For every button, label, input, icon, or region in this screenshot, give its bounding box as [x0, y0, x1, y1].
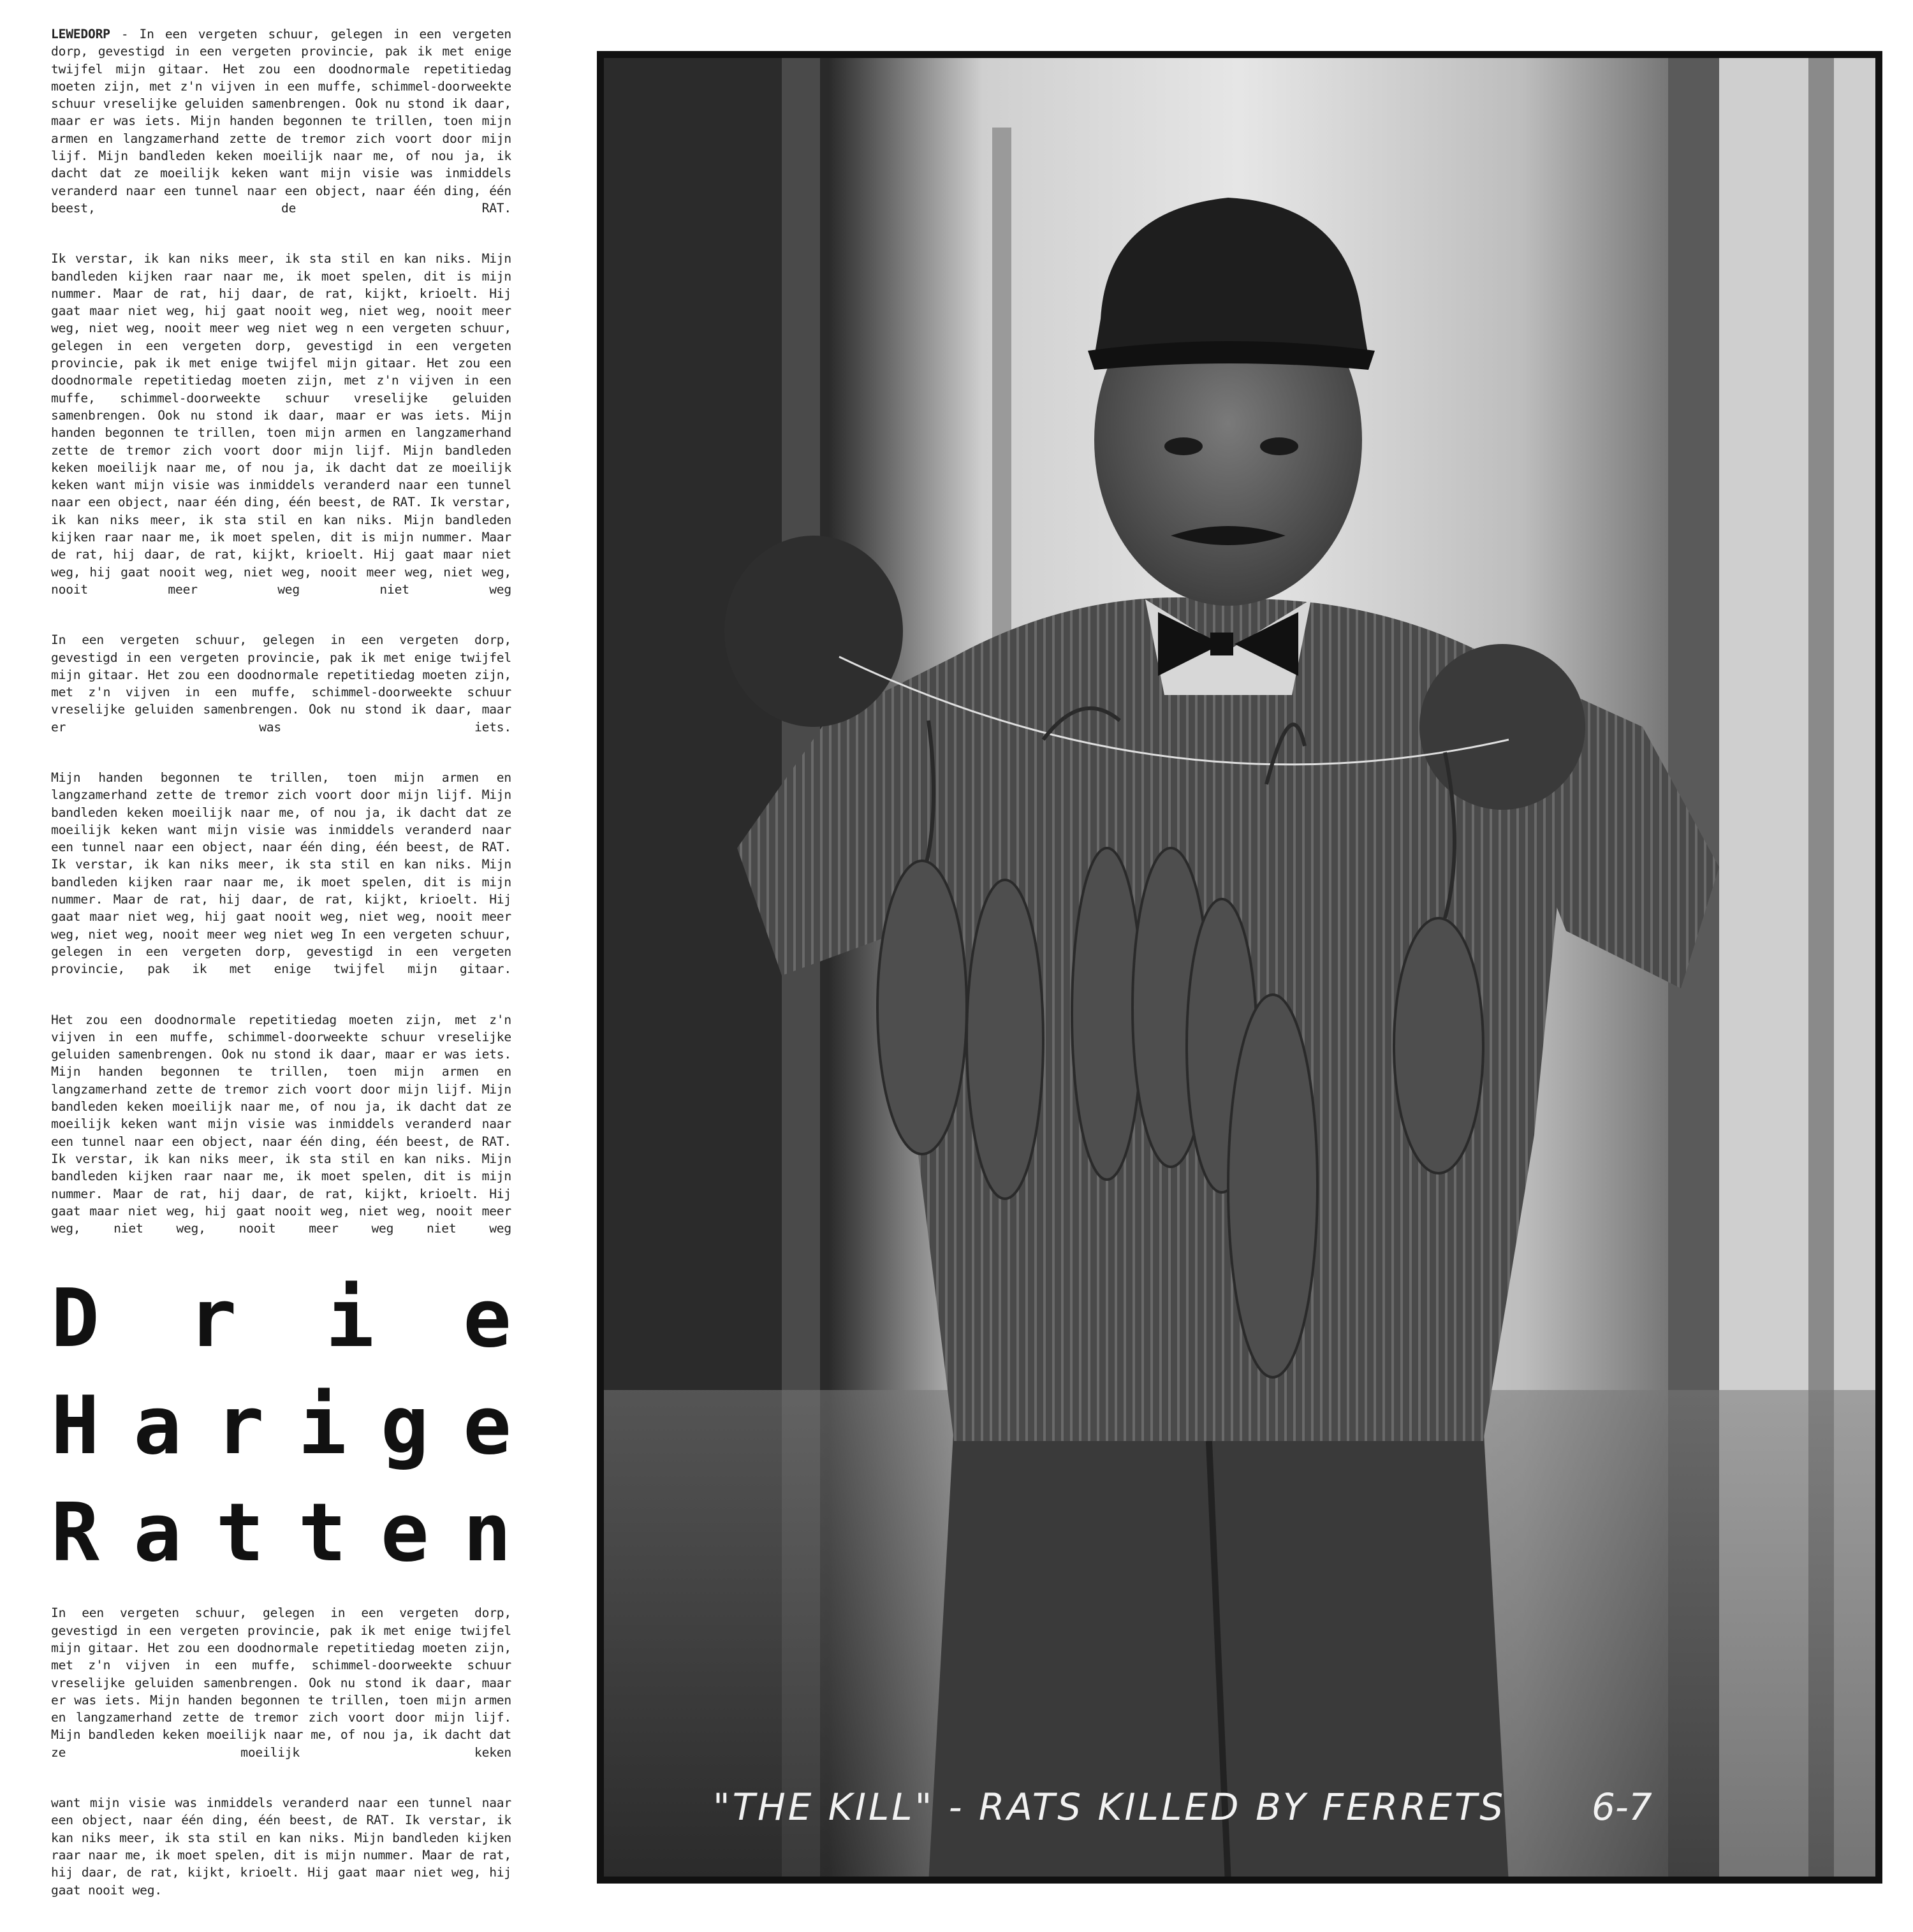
- headline: [51, 1265, 511, 1586]
- paragraph-4: Mijn handen begonnen te trillen, toen mijn armen en langzamerhand zette de tremor zich voort door mijn lijf. Mijn bandleden keken moeilijk naar me, of nou ja, ik dacht dat ze moeilijk keken want mijn visie was inmiddels veranderd naar een tunnel naar een object, naar één ding, één beest, de RAT. Ik verstar, ik kan niks meer, ik sta stil en kan niks. Mijn bandleden kijken raar naar me, ik moet spelen, dit is mijn nummer. Maar de rat, hij daar, de rat, kijkt, krioelt. Hij gaat maar niet weg, hij gaat nooit weg, niet weg, nooit meer weg, niet weg, nooit meer weg niet weg In een vergeten schuur, gelegen in een vergeten dorp, gevestigd in een vergeten provincie, pak ik met enige twijfel mijn gitaar.: [51, 770, 511, 977]
- headline-letter: g: [380, 1379, 429, 1473]
- headline-line-3: [51, 1479, 511, 1586]
- headline-letter: t: [216, 1486, 265, 1580]
- headline-letter: R: [51, 1486, 99, 1580]
- paragraph-2: Ik verstar, ik kan niks meer, ik sta stil en kan niks. Mijn bandleden kijken raar naar me, ik moet spelen, dit is mijn nummer. Maar de rat, hij daar, de rat, kijkt, krioelt. Hij gaat maar niet weg, hij gaat nooit weg, niet weg, nooit meer weg, niet weg, nooit meer weg niet weg n een vergeten schuur, gelegen in een vergeten dorp, gevestigd in een vergeten provincie, pak ik met enige twijfel mijn gitaar. Het zou een doodnormale repetitiedag moeten zijn, met z'n vijven in een muffe, schimmel-doorweekte schuur vreselijke geluiden samenbrengen. Ook nu stond ik daar, maar er was iets. Mijn handen begonnen te trillen, toen mijn armen en langzamerhand zette de tremor zich voort door mijn lijf. Mijn bandleden keken moeilijk naar me, of nou ja, ik dacht dat ze moeilijk keken want mijn visie was inmiddels veranderd naar een tunnel naar een object, naar één ding, één beest, de RAT. Ik verstar, ik kan niks meer, ik sta stil en kan niks. Mijn bandleden kijken raar naar me, ik moet spelen, dit is mijn nummer. Maar de rat, hij daar, de rat, kijkt, krioelt. Hij gaat maar niet weg, hij gaat nooit weg, niet weg, nooit meer weg, niet weg, nooit meer weg niet weg: [51, 251, 511, 597]
- headline-line-1: [51, 1265, 511, 1372]
- paragraph-6: In een vergeten schuur, gelegen in een vergeten dorp, gevestigd in een vergeten provincie, pak ik met enige twijfel mijn gitaar. Het zou een doodnormale repetitiedag moeten zijn, met z'n vijven in een muffe, schimmel-doorweekte schuur vreselijke geluiden samenbrengen. Ook nu stond ik daar, maar er was iets. Mijn handen begonnen te trillen, toen mijn armen en langzamerhand zette de tremor zich voort door mijn lijf. Mijn bandleden keken moeilijk naar me, of nou ja, ik dacht dat ze moeilijk keken: [51, 1606, 511, 1760]
- headline-letter: r: [188, 1271, 237, 1366]
- paragraph-1: [51, 26, 511, 217]
- headline-letter: e: [463, 1379, 511, 1473]
- headline-letter: r: [216, 1379, 265, 1473]
- photograph: [597, 51, 1882, 1884]
- paragraph-5: Het zou een doodnormale repetitiedag moeten zijn, met z'n vijven in een muffe, schimmel-doorweekte schuur vreselijke geluiden samenbrengen. Ook nu stond ik daar, maar er was iets. Mijn handen begonnen te trillen, toen mijn armen en langzamerhand zette de tremor zich voort door mijn lijf. Mijn bandleden keken moeilijk naar me, of nou ja, ik dacht dat ze moeilijk keken want mijn visie was inmiddels veranderd naar een tunnel naar een object, naar één ding, één beest, de RAT. Ik verstar, ik kan niks meer, ik sta stil en kan niks. Mijn bandleden kijken raar naar me, ik moet spelen, dit is mijn nummer. Maar de rat, hij daar, de rat, kijkt, krioelt. Hij gaat maar niet weg, hij gaat nooit weg, niet weg, nooit meer weg, niet weg, nooit meer weg niet weg: [51, 1012, 511, 1236]
- photo-number: 6-7: [1592, 1785, 1652, 1829]
- headline-letter: i: [325, 1271, 374, 1366]
- headline-letter: e: [380, 1486, 429, 1580]
- headline-letter: n: [463, 1486, 511, 1580]
- article-column: [51, 26, 511, 1932]
- headline-letter: a: [133, 1379, 182, 1473]
- headline-letter: i: [298, 1379, 347, 1473]
- paragraph-7: want mijn visie was inmiddels veranderd naar een tunnel naar een object, naar één ding, één beest, de RAT. Ik verstar, ik kan niks meer, ik sta stil en kan niks. Mijn bandleden kijken raar naar me, ik moet spelen, dit is mijn nummer. Maar de rat, hij daar, de rat, kijkt, krioelt. Hij gaat maar niet weg, hij gaat nooit weg.: [51, 1796, 511, 1898]
- headline-letter: e: [463, 1271, 511, 1366]
- headline-letter: a: [133, 1486, 182, 1580]
- paragraph-1-text: - In een vergeten schuur, gelegen in een vergeten dorp, gevestigd in een vergeten provincie, pak ik met enige twijfel mijn gitaar. Het zou een doodnormale repetitiedag moeten zijn, met z'n vijven in een muffe, schimmel-doorweekte schuur vreselijke geluiden samenbrengen. Ook nu stond ik daar, maar er was iets. Mijn handen begonnen te trillen, toen mijn armen en langzamerhand zette de tremor zich voort door mijn lijf. Mijn bandleden keken moeilijk naar me, of nou ja, ik dacht dat ze moeilijk keken want mijn visie was inmiddels veranderd naar een tunnel naar een object, naar één ding, één beest, de RAT.: [51, 27, 511, 216]
- headline-letter: t: [298, 1486, 347, 1580]
- headline-line-2: [51, 1372, 511, 1479]
- photo-caption: "THE KILL" - RATS KILLED BY FERRETS: [713, 1785, 1506, 1829]
- paragraph-3: In een vergeten schuur, gelegen in een vergeten dorp, gevestigd in een vergeten provincie, pak ik met enige twijfel mijn gitaar. Het zou een doodnormale repetitiedag moeten zijn, met z'n vijven in een muffe, schimmel-doorweekte schuur vreselijke geluiden samenbrengen. Ook nu stond ik daar, maar er was iets.: [51, 633, 511, 735]
- vintage-photo: [597, 51, 1882, 1884]
- headline-letter: H: [51, 1379, 99, 1473]
- headline-letter: D: [51, 1271, 99, 1366]
- dateline: LEWEDORP: [51, 27, 110, 41]
